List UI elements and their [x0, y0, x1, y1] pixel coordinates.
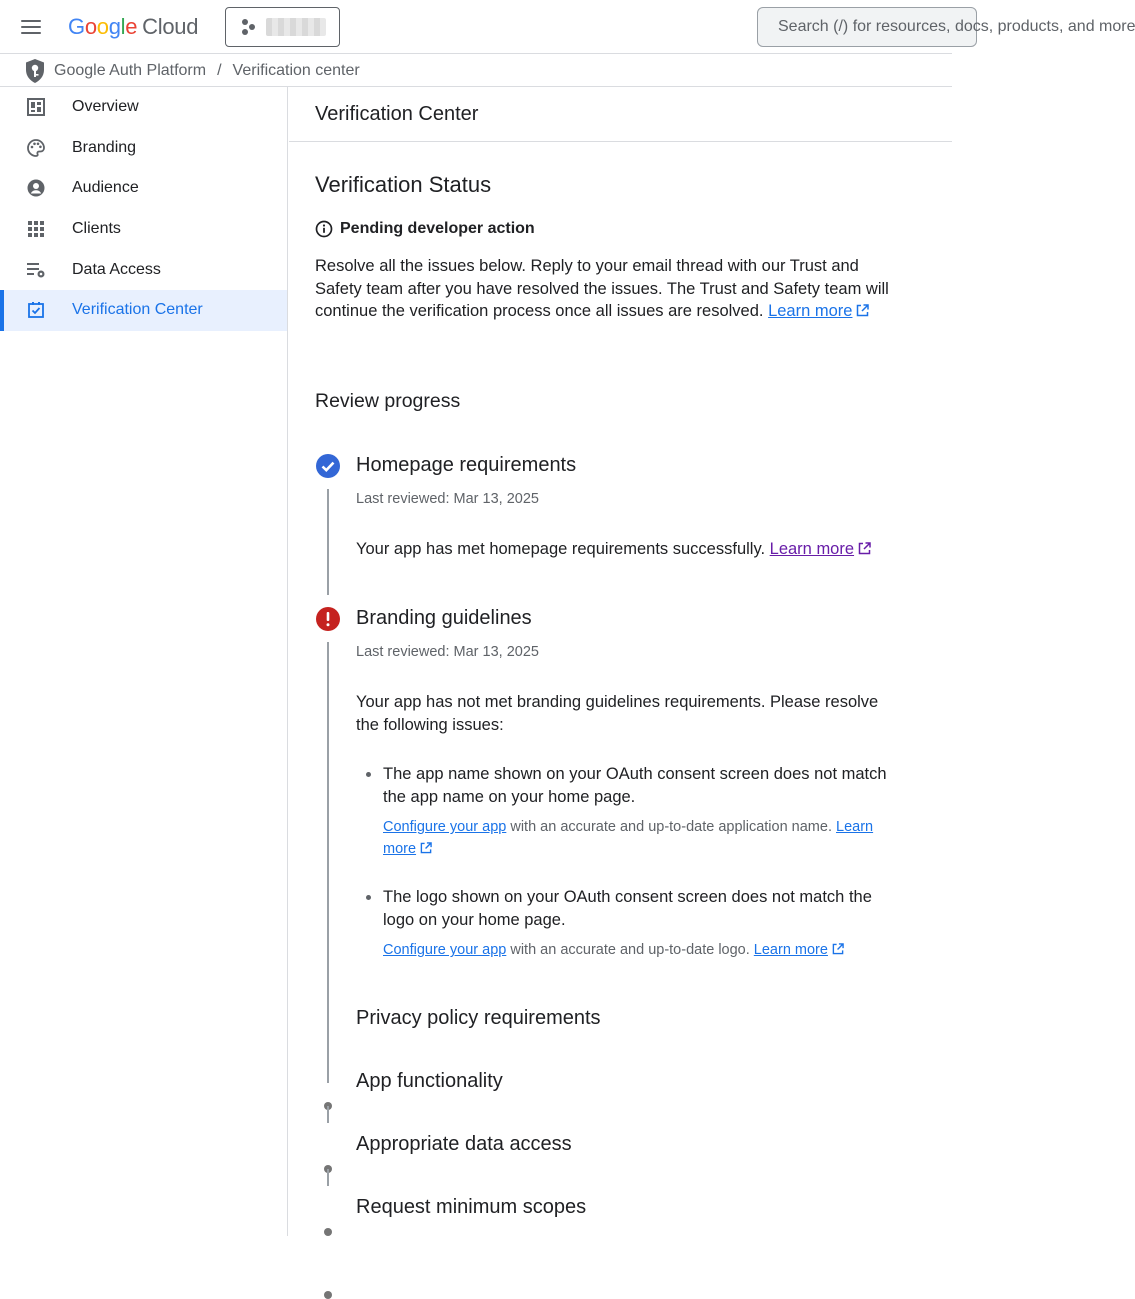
review-progress-heading: Review progress: [315, 390, 461, 412]
check-circle-icon: [316, 454, 340, 478]
breadcrumb-root[interactable]: Google Auth Platform: [54, 61, 207, 79]
step-branding-title: Branding guidelines: [356, 607, 532, 629]
progress-connector: [327, 1043, 329, 1060]
breadcrumb-separator: /: [217, 61, 222, 79]
sidebar-item-data-access[interactable]: [0, 249, 287, 290]
sidebar-item-label: Clients: [72, 220, 121, 238]
dashboard-icon: [26, 97, 46, 117]
sidebar-item-branding[interactable]: [0, 128, 287, 169]
project-picker-button[interactable]: [225, 7, 340, 47]
progress-connector: [327, 1106, 329, 1123]
step-pending-dot: [324, 1228, 332, 1236]
main-menu-icon[interactable]: [14, 12, 48, 42]
apps-grid-icon: [26, 219, 46, 239]
sidebar-item-label: Audience: [72, 179, 139, 197]
auth-platform-shield-icon: [24, 58, 46, 84]
sidebar-item-overview[interactable]: [0, 87, 287, 128]
title-divider: [289, 141, 952, 142]
configure-app-link[interactable]: Configure your app: [383, 819, 507, 836]
status-learn-more-link[interactable]: Learn more: [768, 302, 869, 320]
error-icon: [316, 607, 340, 631]
step-branding-reviewed: Last reviewed: Mar 13, 2025: [356, 644, 539, 660]
sidebar-item-audience[interactable]: [0, 168, 287, 209]
top-bar: [0, 0, 1135, 54]
data-settings-icon: [26, 260, 46, 280]
external-link-icon: [420, 842, 432, 854]
verified-checkbox-icon: [26, 300, 46, 320]
sidebar-item-verification-center[interactable]: [0, 290, 287, 331]
step-scopes-title: Request minimum scopes: [356, 1196, 587, 1218]
sidebar-item-clients[interactable]: [0, 209, 287, 250]
palette-icon: [26, 138, 46, 158]
issue-learn-more-link[interactable]: Learn more: [754, 942, 844, 958]
sidebar: [0, 87, 288, 1236]
google-cloud-logo[interactable]: Google Cloud: [68, 14, 199, 39]
homepage-learn-more-link[interactable]: Learn more: [770, 540, 871, 558]
verification-status-heading: Verification Status: [315, 172, 492, 197]
step-homepage-title: Homepage requirements: [356, 454, 577, 476]
external-link-icon: [858, 542, 871, 555]
status-description: Resolve all the issues below. Reply to your email thread with our Trust and Safety team after you have resolved the issues. The Trust and Safety team will continue the verification process once all issues are resolved. Learn more: [315, 257, 889, 321]
project-name-redacted: [266, 18, 326, 36]
sidebar-item-label: Data Access: [72, 260, 161, 278]
list-item: The app name shown on your OAuth consent screen does not match the app name on your home page. Configure your app with an accurate and up-to-date application name. Learn more: [356, 763, 896, 860]
list-item: The logo shown on your OAuth consent screen does not match the logo on your home page. Configure your app with an accurate and up-to-date logo. Learn more: [356, 886, 896, 961]
breadcrumb-current: Verification center: [232, 61, 360, 79]
search-input[interactable]: Search (/) for resources, docs, products, and more: [757, 7, 977, 47]
issue-learn-more-link[interactable]: Learn more: [383, 819, 874, 858]
progress-connector: [327, 1169, 329, 1186]
sidebar-item-label: Overview: [72, 98, 139, 116]
step-data-access-title: Appropriate data access: [356, 1133, 572, 1155]
step-functionality-title: App functionality: [356, 1070, 503, 1092]
project-hierarchy-icon: [240, 18, 256, 36]
step-homepage-reviewed: Last reviewed: Mar 13, 2025: [356, 491, 539, 507]
external-link-icon: [856, 304, 869, 317]
step-homepage-body: Your app has met homepage requirements successfully. Learn more: [356, 538, 901, 561]
step-branding-body: Your app has not met branding guidelines requirements. Please resolve the following issues:: [356, 693, 879, 734]
branding-issues-list: [356, 763, 896, 961]
sidebar-item-label: Verification Center: [72, 301, 203, 319]
configure-app-link[interactable]: Configure your app: [383, 942, 507, 959]
person-icon: [26, 178, 46, 198]
step-privacy-title: Privacy policy requirements: [356, 1007, 601, 1029]
breadcrumb: [0, 55, 952, 87]
info-icon: [315, 220, 333, 238]
main-content: [289, 87, 952, 1236]
status-label: Pending developer action: [315, 220, 535, 238]
step-pending-dot: [324, 1291, 332, 1299]
sidebar-item-label: Branding: [72, 138, 137, 156]
progress-connector: [327, 642, 329, 1083]
external-link-icon: [832, 943, 844, 955]
progress-connector: [327, 489, 329, 595]
page-title: Verification Center: [315, 103, 479, 125]
